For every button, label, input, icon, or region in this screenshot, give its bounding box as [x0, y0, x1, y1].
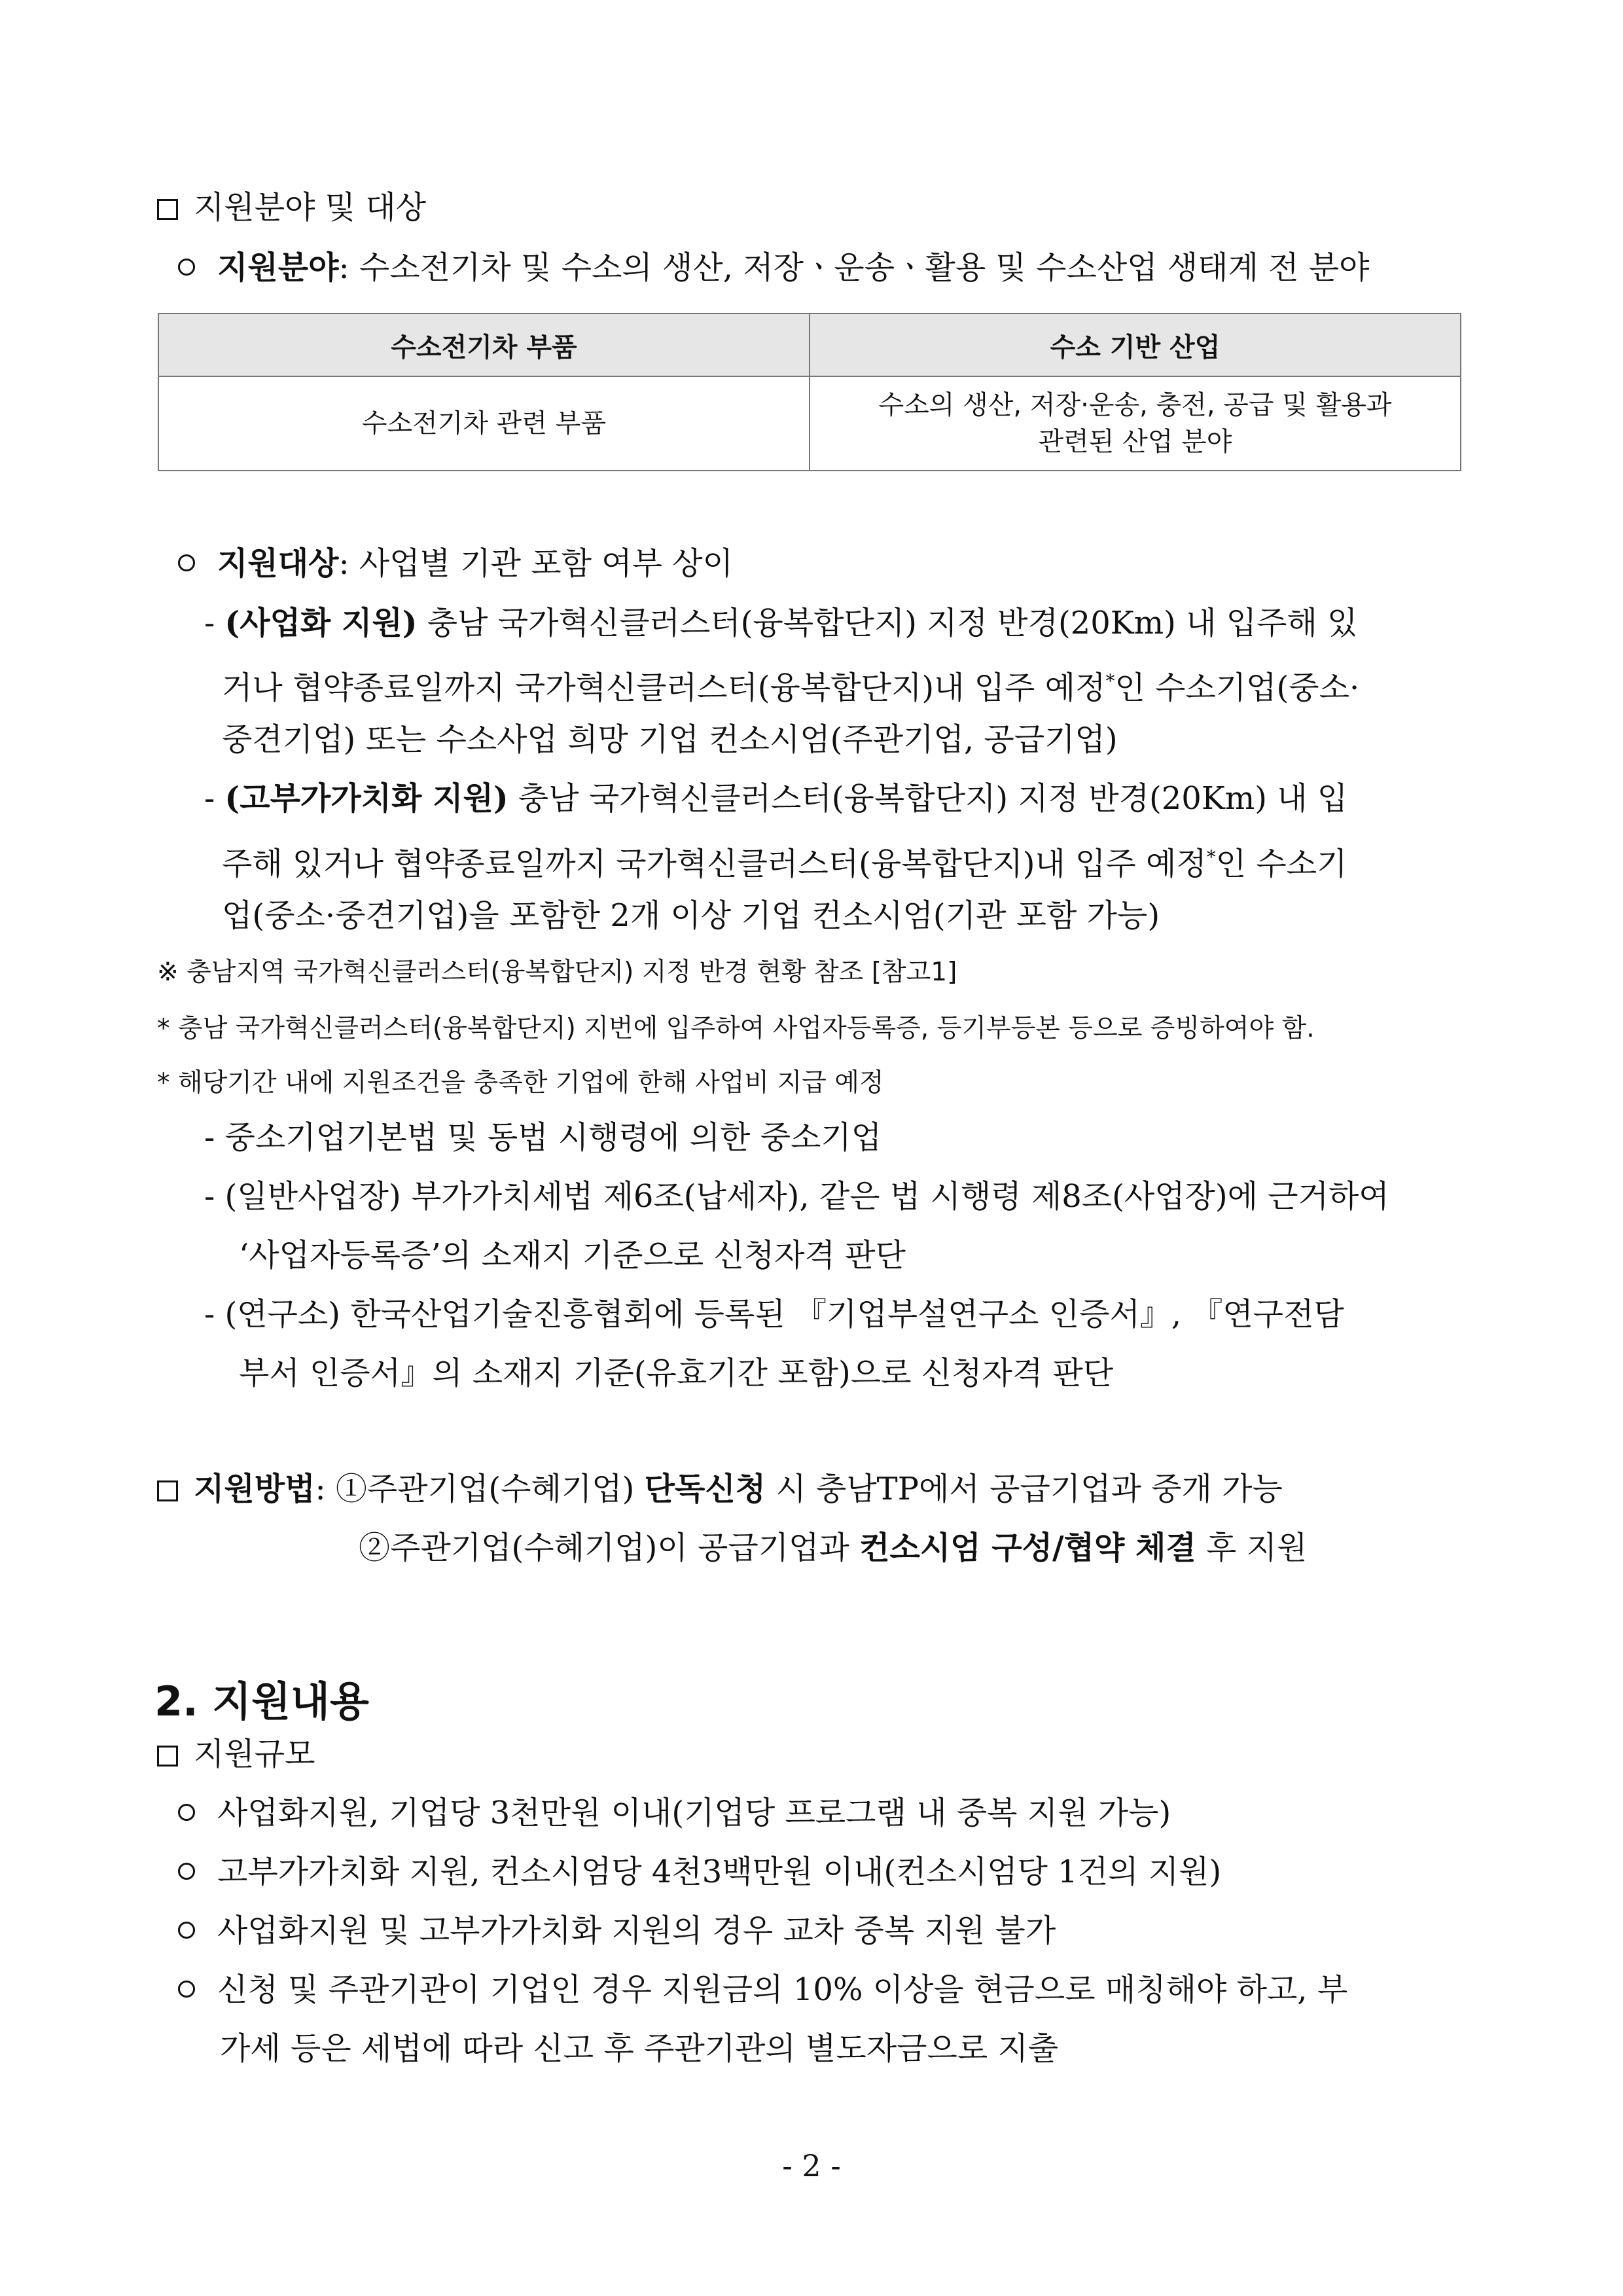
support-method-line-1: 지원방법: ①주관기업(수혜기업) 단독신청 시 충남TP에서 공급기업과 중개 가능 [157, 1469, 1283, 1509]
support-field-line: 지원분야: 수소전기차 및 수소의 생산, 저장ㆍ운송ㆍ활용 및 수소산업 생태계 전 분야 [178, 248, 1370, 287]
high-value-support-line-1: - (고부가가치화 지원) 충남 국가혁신클러스터(융복합단지) 지정 반경(20Km) 내 입 [204, 780, 1348, 817]
high-value-support-line-3: 업(중소·중견기업)을 포함한 2개 이상 기업 컨소시엄(기관 포함 가능) [222, 897, 1160, 934]
support-scale-title: 지원규모 [157, 1734, 315, 1774]
support-scale-bullet-3: 사업화지원 및 고부가가치화 지원의 경우 교차 중복 지원 불가 [178, 1911, 1056, 1950]
research-lab-line-1: - (연구소) 한국산업기술진흥협회에 등록된 『기업부설연구소 인증서』, 『연구전담 [204, 1296, 1344, 1333]
support-scale-bullet-4-cont: 가세 등은 세법에 따라 신고 후 주관기관의 별도자금으로 지출 [220, 2030, 1059, 2067]
table-cell-hydrogen-car-parts: 수소전기차 관련 부품 [158, 376, 810, 471]
circle-bullet-icon [178, 1922, 195, 1939]
circle-bullet-icon [178, 259, 195, 276]
general-site-line-2: ‘사업자등록증’의 소재지 기준으로 신청자격 판단 [239, 1237, 906, 1274]
research-lab-line-2: 부서 인증서』의 소재지 기준(유효기간 포함)으로 신청자격 판단 [239, 1355, 1114, 1391]
commercialization-support-line-3: 중견기업) 또는 수소사업 희망 기업 컨소시엄(주관기업, 공급기업) [222, 721, 1118, 758]
circle-bullet-icon [178, 554, 195, 571]
section-heading-support-content: 2. 지원내용 [154, 1677, 369, 1725]
support-scale-bullet-4: 신청 및 주관기관이 기업인 경우 지원금의 10% 이상을 현금으로 매칭해야 하고, 부 [178, 1970, 1347, 2009]
note-footnote-1: * 충남 국가혁신클러스터(융복합단지) 지번에 입주하여 사업자등록증, 등기부등본 등으로 증빙하여야 함. [157, 1014, 1315, 1043]
checkbox-square-icon [157, 199, 178, 220]
support-scale-bullet-1: 사업화지원, 기업당 3천만원 이내(기업당 프로그램 내 중복 지원 가능) [178, 1793, 1171, 1833]
circle-bullet-icon [178, 1804, 195, 1821]
support-field-table [158, 313, 1461, 471]
section-heading-support-field: 지원분야 및 대상 [157, 188, 426, 227]
support-method-line-2: ②주관기업(수혜기업)이 공급기업과 컨소시엄 구성/협약 체결 후 지원 [359, 1530, 1308, 1566]
circle-bullet-icon [178, 1863, 195, 1880]
table-header-hydrogen-car-parts: 수소전기차 부품 [158, 314, 810, 376]
table-cell-hydrogen-industry: 수소의 생산, 저장·운송, 충전, 공급 및 활용과 관련된 산업 분야 [810, 376, 1461, 471]
general-site-line-1: - (일반사업장) 부가가치세법 제6조(납세자), 같은 법 시행령 제8조(사업장)에 근거하여 [204, 1178, 1389, 1215]
table-header-hydrogen-industry: 수소 기반 산업 [810, 314, 1461, 376]
note-reference: ※ 충남지역 국가혁신클러스터(융복합단지) 지정 반경 현황 참조 [참고1] [157, 958, 957, 987]
support-target-line: 지원대상: 사업별 기관 포함 여부 상이 [178, 544, 733, 583]
checkbox-square-icon [157, 1746, 178, 1767]
note-footnote-2: * 해당기간 내에 지원조건을 충족한 기업에 한해 사업비 지급 예정 [157, 1068, 884, 1098]
circle-bullet-icon [178, 1981, 195, 1998]
commercialization-support-line-2: 거나 협약종료일까지 국가혁신클러스터(융복합단지)내 입주 예정*인 수소기업(중소· [222, 670, 1360, 706]
page-number: - 2 - [782, 2148, 841, 2183]
support-scale-bullet-2: 고부가가치화 지원, 컨소시엄당 4천3백만원 이내(컨소시엄당 1건의 지원) [178, 1852, 1221, 1892]
checkbox-square-icon [157, 1480, 178, 1501]
commercialization-support-line-1: - (사업화 지원) 충남 국가혁신클러스터(융복합단지) 지정 반경(20Km) 내 입주해 있 [204, 605, 1358, 641]
sme-criteria-line: - 중소기업기본법 및 동법 시행령에 의한 중소기업 [204, 1119, 882, 1156]
high-value-support-line-2: 주해 있거나 협약종료일까지 국가혁신클러스터(융복합단지)내 입주 예정*인 수소기 [222, 846, 1347, 882]
